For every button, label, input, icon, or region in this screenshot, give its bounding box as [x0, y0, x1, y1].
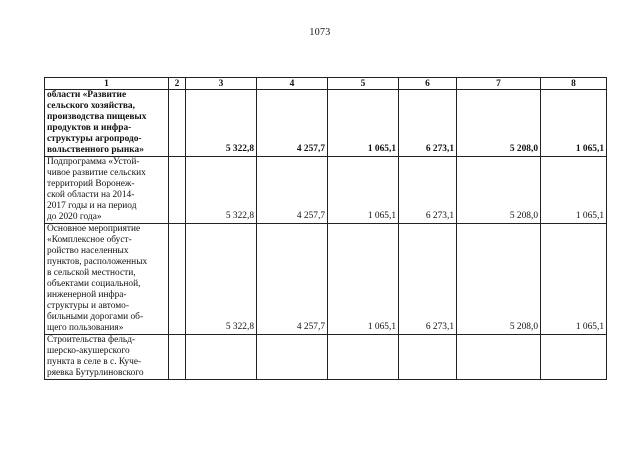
- name-line: щего пользования»: [47, 323, 124, 333]
- name-line: области «Развитие: [47, 90, 127, 100]
- value-cell-3: [186, 335, 257, 380]
- column-header-5: 5: [328, 78, 399, 90]
- name-line: Строительства фельд-: [47, 335, 136, 345]
- name-line: Подпрограмма «Устой-: [47, 157, 140, 167]
- name-line: структуры агропродо-: [47, 134, 142, 144]
- value-cell-5: [328, 335, 399, 380]
- column-header-6: 6: [399, 78, 457, 90]
- code-cell: [169, 157, 186, 224]
- name-line: территорий Воронеж-: [47, 179, 135, 189]
- name-line: ряевка Бутурлиновского: [47, 368, 144, 378]
- name-line: производства пищевых: [47, 112, 147, 122]
- budget-table: [44, 77, 607, 380]
- name-line: «Комплексное обуст-: [47, 235, 132, 245]
- value-cell-3: 5 322,8: [186, 157, 257, 224]
- name-line: чивое развитие сельских: [47, 168, 146, 178]
- table-row: [45, 90, 607, 157]
- page-number: 1073: [309, 27, 331, 38]
- name-line: сельского хозяйства,: [47, 101, 135, 111]
- row-name-cell: [45, 224, 169, 335]
- value-cell-8: 1 065,1: [541, 90, 607, 157]
- value-cell-7: 5 208,0: [457, 90, 541, 157]
- name-line: ской области на 2014-: [47, 190, 135, 200]
- value-cell-6: 6 273,1: [399, 90, 457, 157]
- column-header-7: 7: [457, 78, 541, 90]
- column-header-4: 4: [257, 78, 328, 90]
- name-line: Основное мероприятие: [47, 224, 141, 234]
- value-cell-3: 5 322,8: [186, 224, 257, 335]
- value-cell-5: 1 065,1: [328, 90, 399, 157]
- name-line: шерско-акушерского: [47, 346, 130, 356]
- value-cell-4: 4 257,7: [257, 90, 328, 157]
- name-line: вольственного рынка»: [47, 145, 144, 155]
- column-header-1: 1: [45, 78, 169, 90]
- name-line: продуктов и инфра-: [47, 123, 132, 133]
- table-row: [45, 157, 607, 224]
- name-line: инженерной инфра-: [47, 290, 127, 300]
- header-row: [45, 78, 607, 90]
- value-cell-7: 5 208,0: [457, 157, 541, 224]
- name-line: в сельской местности,: [47, 268, 136, 278]
- column-header-2: 2: [169, 78, 186, 90]
- value-cell-4: 4 257,7: [257, 224, 328, 335]
- value-cell-8: 1 065,1: [541, 224, 607, 335]
- row-name-cell: [45, 90, 169, 157]
- name-line: бильными дорогами об-: [47, 312, 144, 322]
- name-line: объектами социальной,: [47, 279, 141, 289]
- column-header-8: 8: [541, 78, 607, 90]
- table-row: [45, 335, 607, 380]
- row-name-cell: [45, 157, 169, 224]
- value-cell-4: 4 257,7: [257, 157, 328, 224]
- name-line: 2017 годы и на период: [47, 201, 137, 211]
- value-cell-6: 6 273,1: [399, 224, 457, 335]
- table-row: [45, 224, 607, 335]
- value-cell-3: 5 322,8: [186, 90, 257, 157]
- value-cell-7: 5 208,0: [457, 224, 541, 335]
- row-name-cell: [45, 335, 169, 380]
- value-cell-6: [399, 335, 457, 380]
- name-line: структуры и автомо-: [47, 301, 129, 311]
- code-cell: [169, 90, 186, 157]
- table-body: [45, 90, 607, 380]
- code-cell: [169, 335, 186, 380]
- name-line: пункта в селе в с. Куче-: [47, 357, 142, 367]
- value-cell-5: 1 065,1: [328, 157, 399, 224]
- value-cell-6: 6 273,1: [399, 157, 457, 224]
- value-cell-8: [541, 335, 607, 380]
- value-cell-4: [257, 335, 328, 380]
- name-line: до 2020 года»: [47, 212, 102, 222]
- value-cell-5: 1 065,1: [328, 224, 399, 335]
- value-cell-7: [457, 335, 541, 380]
- value-cell-8: 1 065,1: [541, 157, 607, 224]
- code-cell: [169, 224, 186, 335]
- column-header-3: 3: [186, 78, 257, 90]
- name-line: ройство населенных: [47, 246, 129, 256]
- name-line: пунктов, расположенных: [47, 257, 148, 267]
